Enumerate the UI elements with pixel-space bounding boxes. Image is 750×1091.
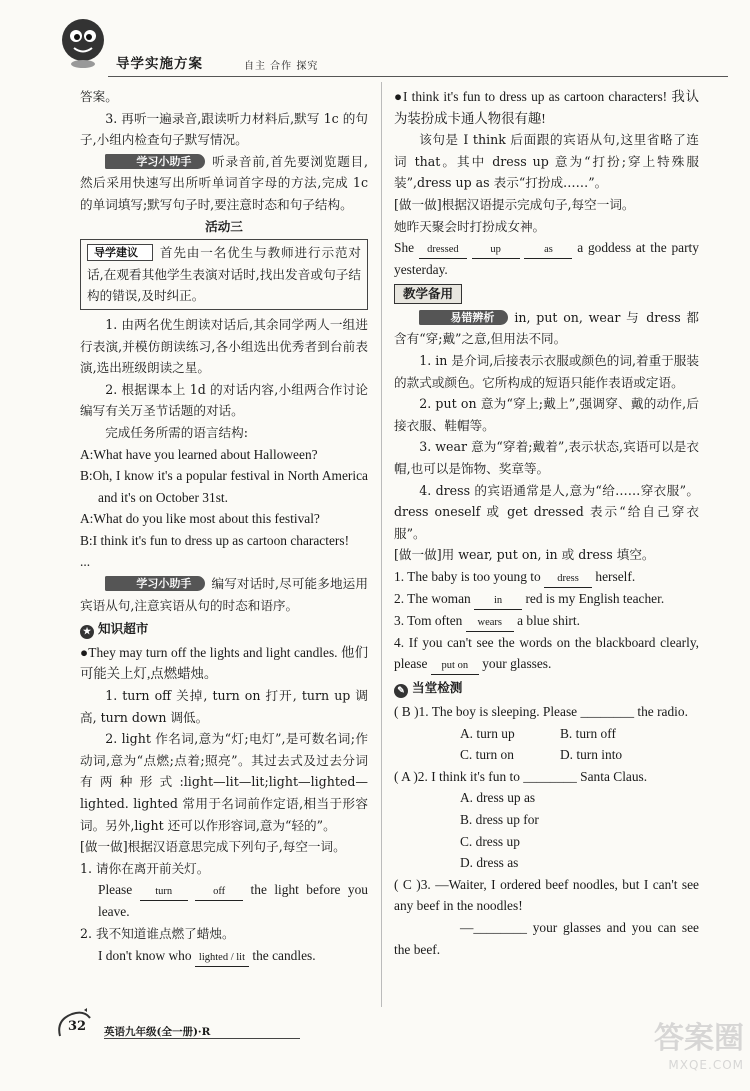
option: C. turn on [460, 747, 514, 763]
paragraph: 2. 根据课本上 1d 的对话内容,小组两合作讨论编写有关万圣节话题的对话。 [80, 381, 368, 419]
paragraph: 3. wear 意为“穿着;戴着”,表示状态,宾语可以是衣帽,也可以是饰物、奖章等。 [394, 439, 699, 476]
exercise-prompt: 2. 我不知道谁点燃了蜡烛。 [80, 925, 235, 941]
footer-rule [104, 1038, 300, 1039]
option: D. turn into [560, 747, 623, 763]
study-tip-tag: 学习小助手 [105, 576, 205, 591]
paragraph: 4. dress 的宾语通常是人,意为“给……穿衣服”。dress oneself 或 get dressed 表示“给自己穿衣服”。 [394, 482, 699, 541]
dialogue-line: B:Oh, I know it's a popular festival in North America and it's on October 31st. [80, 468, 368, 505]
page-number: 32 [60, 1012, 94, 1038]
paragraph: 1. turn off 关掉, turn on 打开, turn up 调高, turn down 调低。 [80, 688, 368, 725]
fill-item: 3. Tom often wears a blue shirt. [394, 610, 699, 632]
key-sentence: ●They may turn off the lights and light candles. 他们可能关上灯,点燃蜡烛。 [80, 644, 368, 682]
key-sentence: ●I think it's fun to dress up as cartoon characters! 我认为装扮成卡通人物很有趣! [394, 89, 699, 126]
option: A. dress up as [460, 790, 536, 806]
left-column [80, 86, 368, 967]
paragraph: 2. put on 意为“穿上;戴上”,强调穿、戴的动作,后接衣服、鞋帽等。 [394, 396, 699, 433]
exercise-answer: Please turn off the light before you leave. [98, 882, 368, 920]
page-header [58, 12, 738, 78]
study-tip [80, 151, 368, 216]
section-icon: ★ [80, 625, 94, 639]
answer-blank: wears [466, 615, 514, 632]
activity-title: 活动三 [205, 218, 243, 234]
teaching-reserve-banner: 教学备用 [394, 284, 462, 304]
text-line: 答案。 [80, 89, 118, 104]
exercise-answer: She dressed up as a goddess at the party yesterday. [394, 240, 699, 278]
test-question-cont: —________ your glasses and you can see the beef. [394, 920, 699, 957]
fill-item: 2. The woman in red is my English teacher. [394, 588, 699, 610]
guide-text: 首先由一名优生与教师进行示范对话,在观看其他学生表演对话时,找出发音或句子结构的错误,及时纠正。 [87, 245, 361, 304]
dialogue-line: B:I think it's fun to dress up as cartoon characters! [80, 532, 350, 548]
test-question: ( B )1. The boy is sleeping. Please ________ the radio. [394, 704, 688, 720]
answer-blank: dress [544, 571, 592, 588]
paragraph: 完成任务所需的语言结构: [105, 424, 248, 440]
exercise-prompt: 她昨天聚会时打扮成女神。 [394, 218, 546, 234]
option: D. dress as [460, 855, 519, 871]
answer-blank: turn [140, 884, 188, 901]
guide-box [80, 239, 368, 310]
exercise-title: [做一做]用 wear, put on, in 或 dress 填空。 [394, 547, 655, 563]
column-divider [381, 82, 382, 1007]
test-options [394, 744, 699, 766]
exercise-title: [做一做]根据汉语意思完成下列句子,每空一词。 [80, 839, 346, 855]
step-3: 3. 再听一遍录音,跟读听力材料后,默写 1c 的句子,小组内检查句子默写情况。 [80, 110, 368, 148]
option: A. turn up [460, 725, 515, 741]
study-tip-text: 编写对话时,尽可能多地运用宾语从句,注意宾语从句的时态和语序。 [80, 576, 368, 613]
study-tip-tag: 学习小助手 [105, 154, 205, 169]
header-rule [108, 76, 728, 77]
guide-tag: 导学建议 [87, 244, 153, 261]
paragraph: 易错辨析 in, put on, wear 与 dress 都含有“穿;戴”之意,但用法不同。 [394, 309, 699, 347]
answer-blank: lighted / lit [195, 950, 249, 967]
fill-item: 4. If you can't see the words on the blackboard clearly, please put on your glasses. [394, 632, 699, 676]
paragraph: 该句是 I think 后面跟的宾语从句,这里省略了连词 that。其中 dress up 意为“打扮;穿上特殊服装”,dress up as 表示“打扮成……”。 [394, 132, 699, 191]
exercise-title: [做一做]根据汉语提示完成句子,每空一词。 [394, 196, 635, 212]
paragraph: 1. 由两名优生朗读对话后,其余同学两人一组进行表演,并模仿朗读练习,各小组选出优秀者到台前表演,选出班级朗读之星。 [80, 316, 368, 376]
study-tip-text: 听录音前,首先要浏览题目,然后采用快速写出所听单词首字母的方法,完成 1c 的单词填写;默写句子时,要注意时态和句子结构。 [80, 153, 368, 212]
section-title: ✎ 当堂检测 [394, 677, 699, 699]
easy-mistake-tag: 易错辨析 [419, 310, 508, 325]
answer-blank: in [474, 593, 522, 610]
series-title: 导学实施方案 [116, 56, 203, 72]
answer-blank: put on [431, 658, 479, 675]
section-title: ★ 知识超市 [80, 618, 368, 640]
dialogue-ellipsis: ... [80, 554, 91, 570]
page-footer [60, 1012, 300, 1042]
test-options [394, 723, 699, 745]
book-title: 英语九年级(全一册)·R [104, 1026, 211, 1038]
exercise-prompt: 1. 请你在离开前关灯。 [80, 860, 210, 876]
section-icon: ✎ [394, 684, 408, 698]
series-motto: 自主 合作 探究 [244, 61, 319, 72]
answer-blank: dressed [419, 242, 467, 259]
option: C. dress up [460, 833, 520, 849]
option: B. turn off [560, 725, 616, 741]
fill-item: 1. The baby is too young to dress herself. [394, 566, 699, 588]
exercise-answer: I don't know who lighted / lit the candles. [80, 945, 368, 967]
answer-blank: as [524, 242, 572, 259]
paragraph: 1. in 是介词,后接表示衣服或颜色的词,着重于服装的款式或颜色。它所构成的短语只能作表语或定语。 [394, 352, 699, 390]
site-watermark: 答案圈 MXQE.COM [654, 1021, 744, 1073]
test-question: ( A )2. I think it's fun to ________ Santa Claus. [394, 768, 648, 784]
dialogue-line: A:What do you like most about this festival? [80, 511, 320, 527]
answer-blank: up [472, 242, 520, 259]
mascot-logo [58, 14, 108, 70]
option: B. dress up for [460, 812, 539, 828]
right-column [394, 86, 699, 960]
study-tip [80, 573, 368, 616]
paragraph: 2. light 作名词,意为“灯;电灯”,是可数名词;作动词,意为“点燃;点着;照亮”。其过去式及过去分词有两种形式:light—lit—lit;light—lighted—lighted. lighted 常用于名词前作定语,相当于形容词。另外,light 还可以作形容词,意为“轻的”。 [80, 731, 368, 833]
dialogue-line: A:What have you learned about Halloween? [80, 446, 318, 462]
test-question: ( C )3. —Waiter, I ordered beef noodles, but I can't see any beef in the noodles! [394, 876, 699, 914]
answer-blank: off [195, 884, 243, 901]
